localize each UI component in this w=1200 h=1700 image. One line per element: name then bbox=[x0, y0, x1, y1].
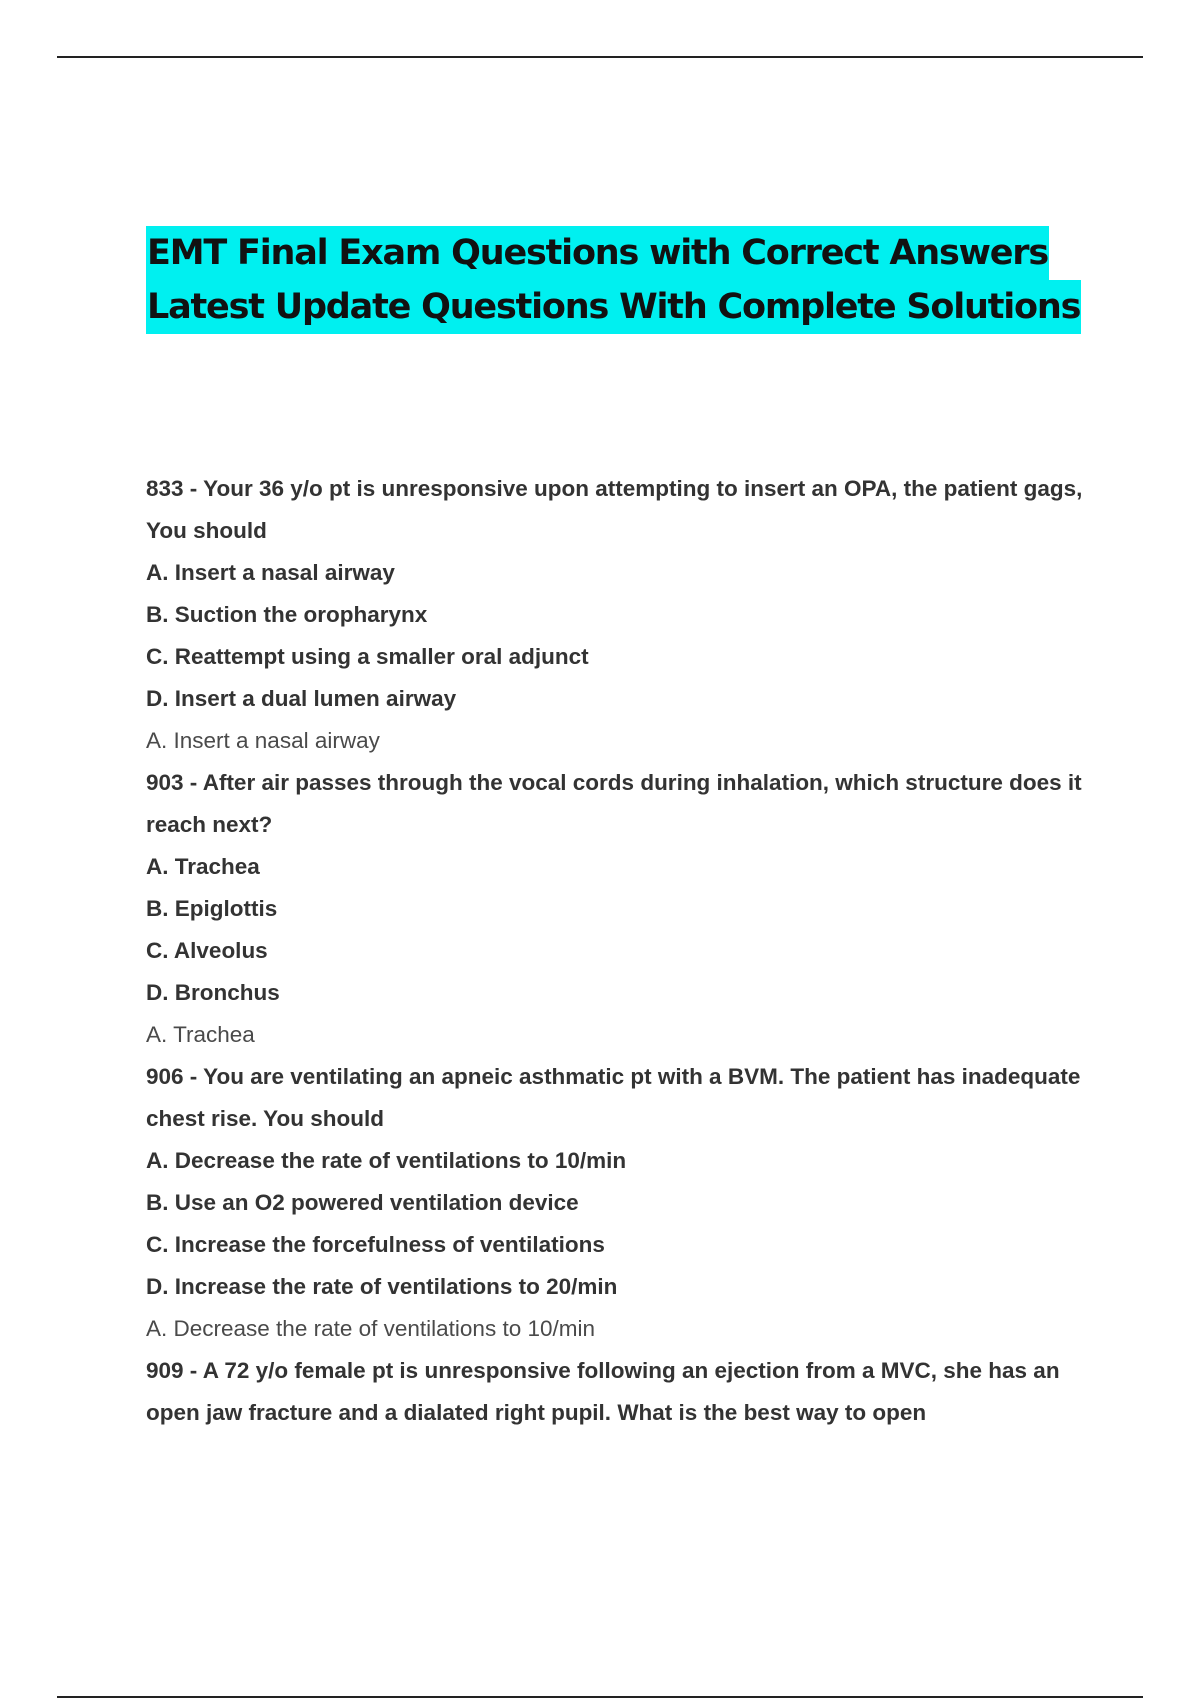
option-a: A. Trachea bbox=[146, 854, 260, 879]
option-c: C. Reattempt using a smaller oral adjunct bbox=[146, 644, 589, 669]
bottom-rule bbox=[57, 1696, 1143, 1698]
top-rule bbox=[57, 56, 1143, 58]
option-d: D. Bronchus bbox=[146, 980, 280, 1005]
option-d: D. Insert a dual lumen airway bbox=[146, 686, 457, 711]
document-title bbox=[146, 226, 1146, 334]
correct-answer: A. Insert a nasal airway bbox=[146, 728, 380, 753]
option-c: C. Increase the forcefulness of ventilations bbox=[146, 1232, 605, 1257]
question-block-906 bbox=[146, 1056, 1096, 1350]
correct-answer: A. Decrease the rate of ventilations to 10/min bbox=[146, 1316, 595, 1341]
question-text: 906 - You are ventilating an apneic asthmatic pt with a BVM. The patient has inadequate chest rise. You should bbox=[146, 1064, 1081, 1131]
question-block-833 bbox=[146, 468, 1096, 762]
option-b: B. Suction the oropharynx bbox=[146, 602, 428, 627]
question-block-909 bbox=[146, 1350, 1096, 1434]
option-a: A. Decrease the rate of ventilations to 10/min bbox=[146, 1148, 627, 1173]
question-block-903 bbox=[146, 762, 1096, 1056]
option-a: A. Insert a nasal airway bbox=[146, 560, 395, 585]
option-b: B. Use an O2 powered ventilation device bbox=[146, 1190, 579, 1215]
option-c: C. Alveolus bbox=[146, 938, 268, 963]
option-b: B. Epiglottis bbox=[146, 896, 278, 921]
option-d: D. Increase the rate of ventilations to 20/min bbox=[146, 1274, 618, 1299]
question-list bbox=[146, 468, 1096, 1434]
question-text: 909 - A 72 y/o female pt is unresponsive following an ejection from a MVC, she has an open jaw fracture and a dialated right pupil. What is the best way to open bbox=[146, 1358, 1060, 1425]
question-text: 833 - Your 36 y/o pt is unresponsive upon attempting to insert an OPA, the patient gags, You should bbox=[146, 476, 1083, 543]
correct-answer: A. Trachea bbox=[146, 1022, 255, 1047]
title-line-2: Latest Update Questions With Complete Solutions bbox=[146, 280, 1081, 334]
question-text: 903 - After air passes through the vocal cords during inhalation, which structure does it reach next? bbox=[146, 770, 1082, 837]
title-line-1: EMT Final Exam Questions with Correct Answers bbox=[146, 226, 1049, 280]
